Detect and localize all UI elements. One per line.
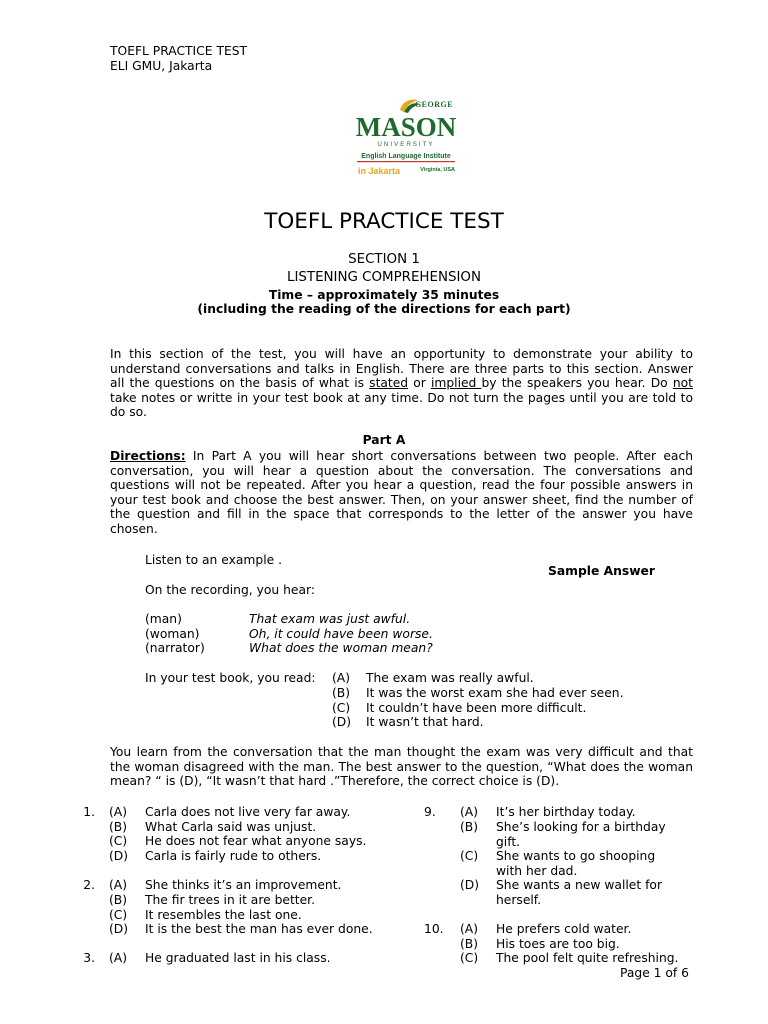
intro-paragraph	[110, 347, 693, 420]
answer-text: It is the best the man has ever done.	[145, 922, 373, 936]
test-book-label: In your test book, you read:	[145, 671, 316, 685]
choice-letter: (C)	[332, 701, 351, 715]
answer-letter: (A)	[460, 805, 479, 819]
answer-text: What Carla said was unjust.	[145, 820, 317, 834]
choice-text: It was the worst exam she had ever seen.	[366, 686, 624, 700]
question-number: 9.	[424, 805, 436, 819]
choice-text: The exam was really awful.	[366, 671, 534, 685]
answer-text: It’s her birthday today.	[496, 805, 636, 819]
logo-jakarta-text: in Jakarta	[358, 166, 401, 176]
answer-text: She’s looking for a birthday gift.	[496, 820, 666, 849]
on-recording-label: On the recording, you hear:	[145, 583, 315, 597]
choice-text: It couldn’t have been more difficult.	[366, 701, 587, 715]
answer-text: He prefers cold water.	[496, 922, 632, 936]
explanation-paragraph: You learn from the conversation that the man thought the exam was very difficult and that the woman disagreed with the man. The best answer to the question, “What does the woman mean? “ is (D), “It wasn’t that hard .”Therefore, the correct choice is (D).	[110, 745, 693, 789]
intro-text-4: take notes or writte in your test book at any time. Do not turn the pages until you are told to do so.	[110, 390, 693, 420]
answer-text: She thinks it’s an improvement.	[145, 878, 342, 892]
answer-text: Carla does not live very far away.	[145, 805, 351, 819]
intro-underlined-not: not	[672, 376, 693, 391]
logo-divider	[357, 161, 455, 162]
answer-text: The fir trees in it are better.	[145, 893, 316, 907]
choice-letter: (A)	[332, 671, 351, 685]
sample-answer-label: Sample Answer	[548, 564, 655, 578]
logo-university-text: UNIVERSITY	[377, 141, 435, 148]
dialogue-speaker: (man)	[145, 612, 182, 626]
choice-letter: (B)	[332, 686, 351, 700]
page-title: TOEFL PRACTICE TEST	[264, 209, 504, 234]
intro-text-2: or	[408, 376, 431, 391]
answer-text: She wants to go shooping with her dad.	[496, 849, 656, 878]
dialogue-line: What does the woman mean?	[249, 641, 433, 655]
answer-letter: (A)	[109, 951, 128, 965]
logo-george-text: GEORGE	[414, 100, 454, 109]
answer-letter: (D)	[109, 849, 129, 863]
answer-letter: (A)	[460, 922, 479, 936]
directions-label: Directions:	[110, 449, 186, 463]
dialogue-line: Oh, it could have been worse.	[249, 627, 433, 641]
answer-text: He graduated last in his class.	[145, 951, 331, 965]
answer-letter: (C)	[109, 834, 128, 848]
section-time: Time – approximately 35 minutes	[268, 288, 500, 302]
part-a-heading: Part A	[362, 433, 406, 447]
answer-letter: (B)	[109, 820, 128, 834]
answer-letter: (D)	[460, 878, 480, 892]
answer-letter: (C)	[460, 849, 479, 863]
directions-paragraph	[110, 449, 693, 537]
choice-text: It wasn’t that hard.	[366, 715, 484, 729]
answer-letter: (C)	[109, 908, 128, 922]
intro-underlined-implied: implied	[430, 376, 482, 391]
logo-virginia-text: Virginia, USA	[420, 167, 455, 173]
answer-letter: (A)	[109, 878, 128, 892]
answer-letter: (B)	[460, 937, 479, 951]
logo-mason-text: MASON	[356, 112, 456, 142]
answer-text: His toes are too big.	[496, 937, 620, 951]
header-line-2: ELI GMU, Jakarta	[110, 58, 213, 73]
answer-text: The pool felt quite refreshing.	[496, 951, 679, 965]
directions-text: In Part A you will hear short conversations between two people. After each conversation, you will hear a question about the conversation. The conversations and questions will not be repeated. After you hear a question, read the four possible answers in your test book and choose the best answer. Then, on your answer sheet, find the number of the question and fill in the space that corresponds to the letter of the answer you have chosen.	[110, 449, 693, 536]
page-number: Page 1 of 6	[620, 966, 689, 980]
choice-letter: (D)	[332, 715, 352, 729]
answer-letter: (B)	[109, 893, 128, 907]
answer-letter: (D)	[109, 922, 129, 936]
intro-text-1: In this section of the test, you will have an opportunity to demonstrate your ability to understand conversations and talks in English. There are three parts to this section. Answer all the questions on the basis of what is	[110, 347, 693, 391]
question-number: 10.	[424, 922, 444, 936]
dialogue-speaker: (woman)	[145, 627, 200, 641]
section-number: SECTION 1	[348, 252, 420, 267]
intro-text-3: by the speakers you hear. Do	[481, 376, 673, 391]
example-intro: Listen to an example .	[145, 553, 283, 567]
answer-text: Carla is fairly rude to others.	[145, 849, 322, 863]
answer-letter: (C)	[460, 951, 479, 965]
dialogue-line: That exam was just awful.	[249, 612, 411, 626]
running-header	[110, 44, 247, 73]
answer-letter: (A)	[109, 805, 128, 819]
answer-text: It resembles the last one.	[145, 908, 302, 922]
logo-eli-text: English Language Institute	[361, 153, 451, 160]
question-number: 1.	[83, 805, 95, 819]
dialogue-speaker: (narrator)	[145, 641, 205, 655]
answer-text: She wants a new wallet for herself.	[496, 878, 662, 907]
intro-underlined-stated: stated	[369, 376, 409, 391]
answer-letter: (B)	[460, 820, 479, 834]
answer-text: He does not fear what anyone says.	[145, 834, 367, 848]
section-note: (including the reading of the directions for each part)	[197, 302, 571, 316]
section-name: LISTENING COMPREHENSION	[286, 270, 481, 285]
header-line-1: TOEFL PRACTICE TEST	[110, 44, 248, 58]
gmu-eli-logo	[356, 96, 456, 184]
question-number: 2.	[83, 878, 95, 892]
question-number: 3.	[83, 951, 95, 965]
